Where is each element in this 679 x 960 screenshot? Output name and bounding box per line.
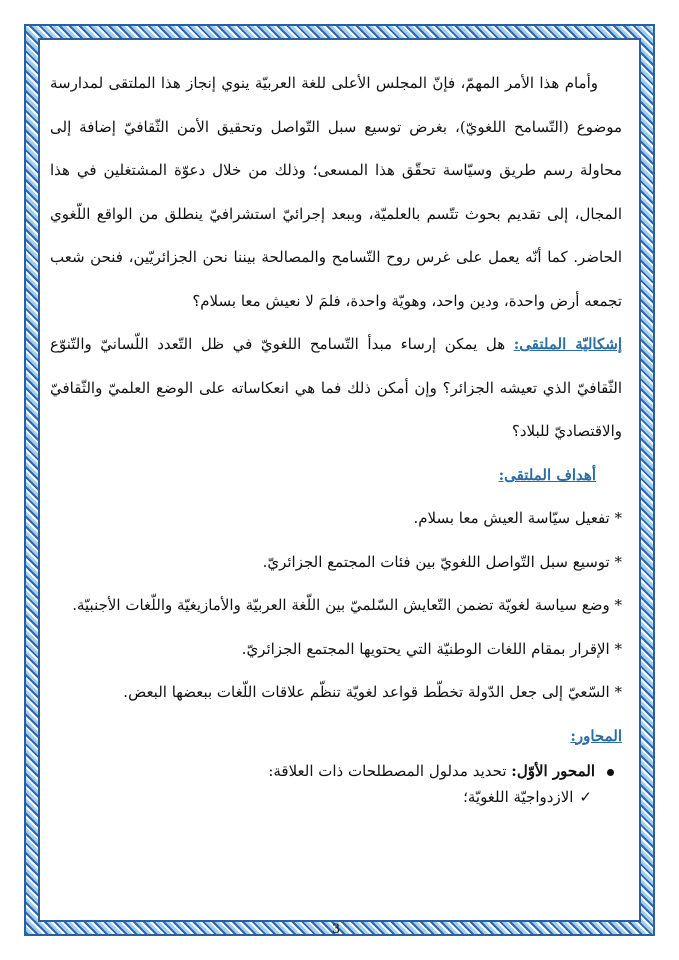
goals-heading-text: أهداف الملتقى: xyxy=(498,465,596,484)
intro-paragraph: وأمام هذا الأمر المهمّ، فإنّ المجلس الأعلى للغة العربيّة ينوي إنجاز هذا الملتقى لمدارسة موضوع (التّسامح اللغويّ)، بغرض توسيع سبل التّواصل وتحقيق الأمن الثّقافيّ إضافة إلى محاولة رسم طريق وسيّاسة تحقّق هذا المسعى؛ وذلك من خلال دعوّة المشتغلين في هذا المجال، إلى تقديم بحوث تتّسم بالعلميّة، وببعد إجرائيّ استشرافيّ ينطلق من الواقع اللّغوي الحاضر. كما أنّه يعمل على غرس روح التّسامح والمصالحة بيننا نحن الجزائريّين، فنحن شعب تجمعه أرض واحدة، ودين واحد، وهويّة واحدة، فلمَ لا نعيش معا بسلام؟ xyxy=(50,74,622,310)
goals-heading xyxy=(50,454,622,498)
goal-item: * توسيع سبل التّواصل اللغويّ بين فئات المجتمع الجزائريّ. xyxy=(262,552,622,571)
axis-check-item xyxy=(50,784,622,810)
page-number: 3 xyxy=(331,922,341,937)
axis-first-label: المحور الأوّل: xyxy=(511,762,595,780)
goal-item: * السّعيّ إلى جعل الدّولة تخطّط قواعد لغويّة تنظّم علاقات اللّغات ببعضها البعض. xyxy=(123,683,622,701)
axis-check-text: الازدواجيّة اللغويّة؛ xyxy=(463,788,574,806)
axis-first xyxy=(50,758,622,784)
goal-item: * تفعيل سيّاسة العيش معا بسلام. xyxy=(413,509,622,527)
axes-heading xyxy=(50,715,622,759)
goal-item: * الإقرار بمقام اللغات الوطنيّة التي يحتويها المجتمع الجزائريّ. xyxy=(241,639,622,658)
checkmark-icon: ✓ xyxy=(579,788,592,806)
axes-heading-text: المحاور: xyxy=(570,726,622,745)
problem-paragraph xyxy=(50,323,622,454)
problem-text: هل يمكن إرساء مبدأ التّسامح اللغويّ في ظل التّعدد اللّسانيّ والتّنوّع الثّقافيّ الذي تعيشه الجزائر؟ وإن أمكن ذلك فما هي انعكاساته على الوضع العلميّ والثّقافيّ والاقتصاديّ للبلاد؟ xyxy=(50,335,622,440)
bullet-dot-icon xyxy=(607,769,614,776)
goal-item: * وضع سياسة لغويّة تضمن التّعايش السّلميّ بين اللّغة العربيّة والأمازيغيّة واللّغات الأجنبيّة. xyxy=(72,596,622,614)
problem-label: إشكاليّة الملتقى: xyxy=(513,335,622,353)
axis-first-text: تحديد مدلول المصطلحات ذات العلاقة: xyxy=(268,762,512,780)
document-page xyxy=(50,62,622,937)
